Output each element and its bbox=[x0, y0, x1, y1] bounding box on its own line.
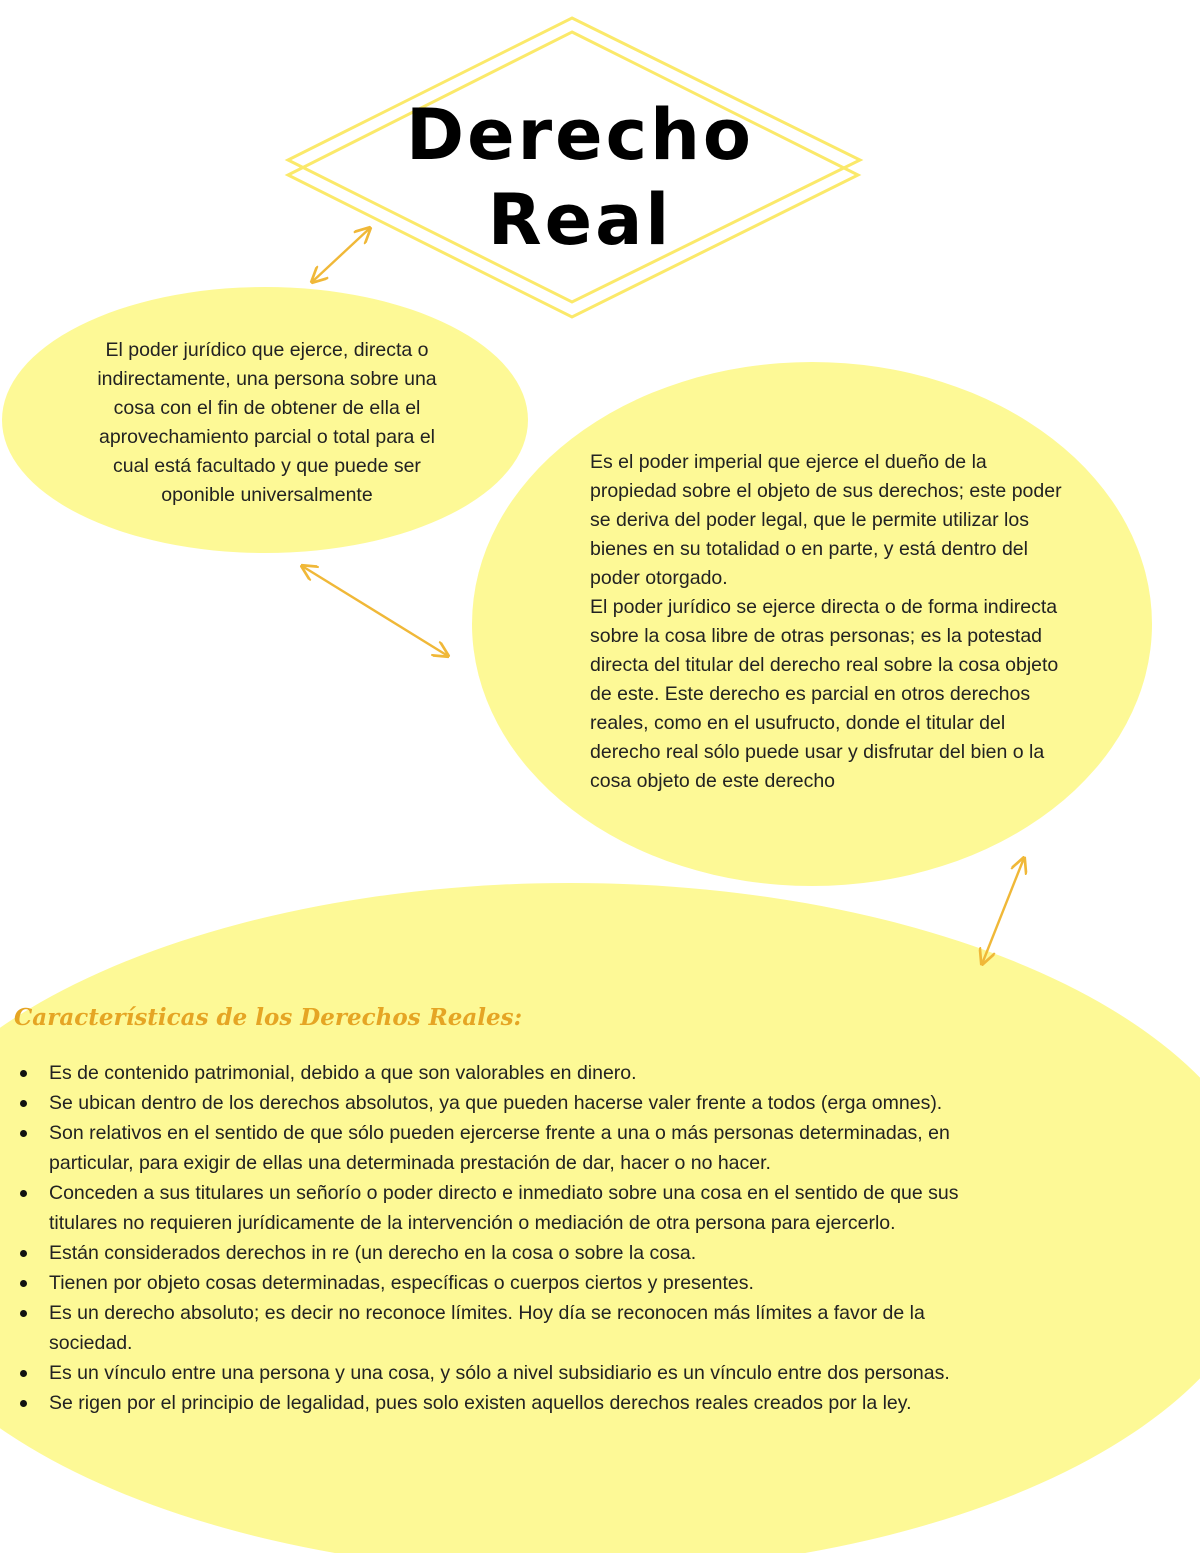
list-item: Es un vínculo entre una persona y una cosa, y sólo a nivel subsidiario es un vínculo entre dos personas. bbox=[20, 1358, 1000, 1388]
list-item: Se ubican dentro de los derechos absolutos, ya que pueden hacerse valer frente a todos (erga omnes). bbox=[20, 1088, 1000, 1118]
list-item: Es de contenido patrimonial, debido a que son valorables en dinero. bbox=[20, 1058, 1000, 1088]
title-line-1: Derecho bbox=[406, 94, 754, 176]
characteristics-list bbox=[20, 1058, 1000, 1418]
list-item: Se rigen por el principio de legalidad, pues solo existen aquellos derechos reales creados por la ley. bbox=[20, 1388, 1000, 1418]
concept-paragraph-1: Es el poder imperial que ejerce el dueño de la propiedad sobre el objeto de sus derechos; este poder se deriva del poder legal, que le permite utilizar los bienes en su totalidad o en parte, y está dentro del poder otorgado. bbox=[590, 451, 1062, 589]
definition-text: El poder jurídico que ejerce, directa o indirectamente, una persona sobre una cosa con el fin de obtener de ella el aprovechamiento parcial o total para el cual está facultado y que puede ser oponible universalmente bbox=[97, 339, 437, 506]
list-item: Son relativos en el sentido de que sólo pueden ejercerse frente a una o más personas determinadas, en particular, para exigir de ellas una determinada prestación de dar, hacer o no hacer. bbox=[20, 1118, 1000, 1178]
concept-text bbox=[590, 448, 1075, 796]
title-line-2: Real bbox=[487, 179, 673, 261]
list-item: Conceden a sus titulares un señorío o poder directo e inmediato sobre una cosa en el sentido de que sus titulares no requieren jurídicamente de la intervención o mediación de otra persona para ejercerlo. bbox=[20, 1178, 1000, 1238]
arrow-title-definition bbox=[312, 228, 370, 282]
characteristics-heading: Características de los Derechos Reales: bbox=[14, 1004, 523, 1031]
list-item: Están considerados derechos in re (un derecho en la cosa o sobre la cosa. bbox=[20, 1238, 1000, 1268]
arrow-concept-characteristics bbox=[982, 858, 1024, 964]
arrow-definition-concept bbox=[302, 566, 448, 656]
list-item: Tienen por objeto cosas determinadas, específicas o cuerpos ciertos y presentes. bbox=[20, 1268, 1000, 1298]
list-item: Es un derecho absoluto; es decir no reconoce límites. Hoy día se reconocen más límites a favor de la sociedad. bbox=[20, 1298, 1000, 1358]
concept-paragraph-2: El poder jurídico se ejerce directa o de forma indirecta sobre la cosa libre de otras personas; es la potestad directa del titular del derecho real sobre la cosa objeto de este. Este derecho es parcial en otros derechos reales, como en el usufructo, donde el titular del derecho real sólo puede usar y disfrutar del bien o la cosa objeto de este derecho bbox=[590, 596, 1059, 792]
